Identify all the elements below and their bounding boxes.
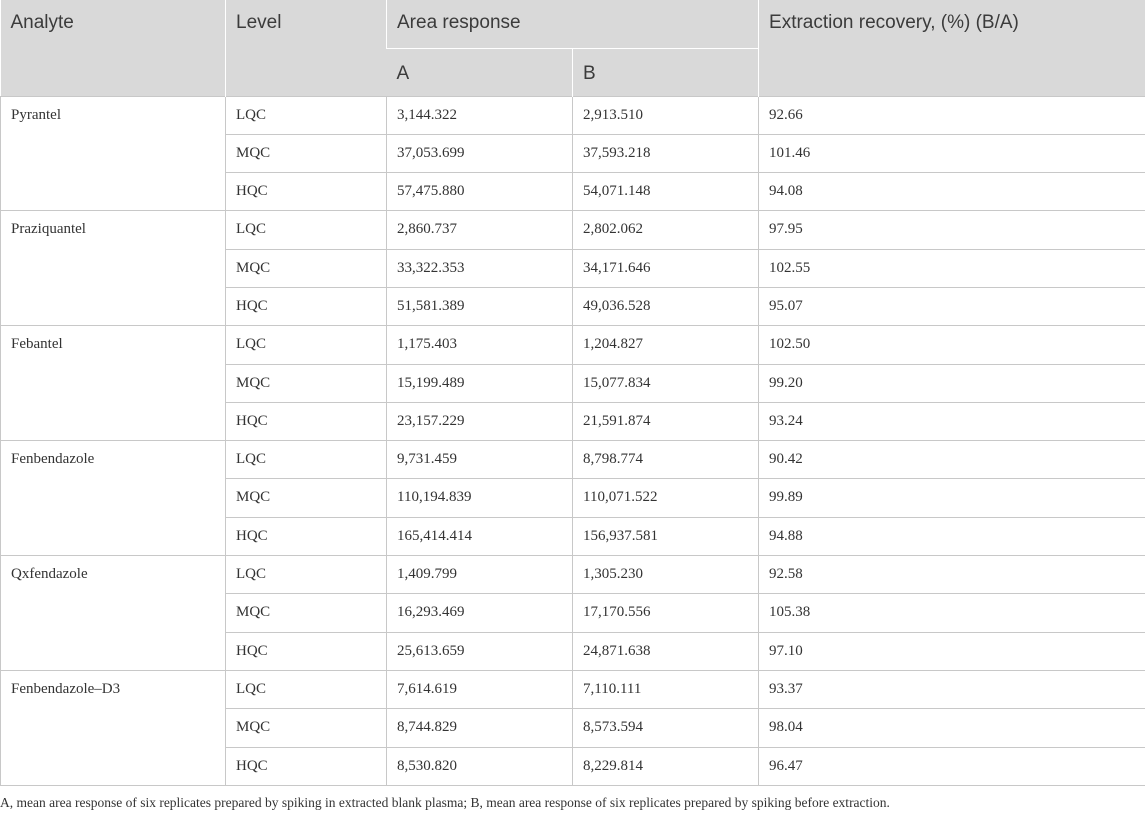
level-cell: MQC [226,134,387,172]
area-a-cell: 8,744.829 [387,709,573,747]
header-analyte: Analyte [1,0,226,96]
level-cell: LQC [226,670,387,708]
area-a-cell: 16,293.469 [387,594,573,632]
analyte-cell: Fenbendazole [1,441,226,556]
level-cell: LQC [226,211,387,249]
analyte-cell: Pyrantel [1,96,226,211]
analyte-cell: Febantel [1,326,226,441]
recovery-cell: 105.38 [759,594,1145,632]
recovery-cell: 94.88 [759,517,1145,555]
area-b-cell: 8,798.774 [573,441,759,479]
area-a-cell: 7,614.619 [387,670,573,708]
area-b-cell: 8,229.814 [573,747,759,785]
area-a-cell: 2,860.737 [387,211,573,249]
area-a-cell: 1,409.799 [387,556,573,594]
area-b-cell: 34,171.646 [573,249,759,287]
area-a-cell: 1,175.403 [387,326,573,364]
header-extraction-recovery: Extraction recovery, (%) (B/A) [759,0,1145,96]
recovery-cell: 90.42 [759,441,1145,479]
area-b-cell: 110,071.522 [573,479,759,517]
area-b-cell: 2,913.510 [573,96,759,134]
area-a-cell: 15,199.489 [387,364,573,402]
table-row [1,96,1145,134]
recovery-cell: 97.10 [759,632,1145,670]
header-area-response: Area response [387,0,759,48]
level-cell: LQC [226,556,387,594]
area-a-cell: 33,322.353 [387,249,573,287]
area-b-cell: 8,573.594 [573,709,759,747]
area-a-cell: 9,731.459 [387,441,573,479]
area-b-cell: 17,170.556 [573,594,759,632]
area-a-cell: 37,053.699 [387,134,573,172]
area-b-cell: 24,871.638 [573,632,759,670]
table-row [1,670,1145,708]
level-cell: HQC [226,173,387,211]
level-cell: MQC [226,479,387,517]
level-cell: LQC [226,441,387,479]
area-b-cell: 49,036.528 [573,287,759,325]
area-a-cell: 110,194.839 [387,479,573,517]
recovery-cell: 95.07 [759,287,1145,325]
recovery-cell: 92.58 [759,556,1145,594]
table-row [1,326,1145,364]
area-a-cell: 23,157.229 [387,402,573,440]
area-b-cell: 21,591.874 [573,402,759,440]
level-cell: LQC [226,96,387,134]
header-b: B [573,48,759,96]
level-cell: MQC [226,594,387,632]
recovery-cell: 99.20 [759,364,1145,402]
level-cell: MQC [226,709,387,747]
recovery-cell: 93.37 [759,670,1145,708]
recovery-cell: 98.04 [759,709,1145,747]
recovery-cell: 92.66 [759,96,1145,134]
table-body [1,96,1145,785]
analyte-cell: Fenbendazole–D3 [1,670,226,785]
table-footnote: A, mean area response of six replicates prepared by spiking in extracted blank plasma; B, mean area response of six replicates prepared by spiking before extraction. [0,795,890,810]
level-cell: HQC [226,747,387,785]
recovery-cell: 99.89 [759,479,1145,517]
area-b-cell: 54,071.148 [573,173,759,211]
level-cell: HQC [226,517,387,555]
table-row [1,556,1145,594]
recovery-cell: 96.47 [759,747,1145,785]
recovery-cell: 93.24 [759,402,1145,440]
area-b-cell: 37,593.218 [573,134,759,172]
area-a-cell: 165,414.414 [387,517,573,555]
recovery-cell: 97.95 [759,211,1145,249]
analyte-cell: Qxfendazole [1,556,226,671]
recovery-cell: 102.55 [759,249,1145,287]
table-row [1,441,1145,479]
area-b-cell: 1,204.827 [573,326,759,364]
area-b-cell: 7,110.111 [573,670,759,708]
level-cell: LQC [226,326,387,364]
area-b-cell: 1,305.230 [573,556,759,594]
level-cell: HQC [226,402,387,440]
recovery-cell: 101.46 [759,134,1145,172]
header-a: A [387,48,573,96]
level-cell: MQC [226,364,387,402]
level-cell: MQC [226,249,387,287]
area-a-cell: 51,581.389 [387,287,573,325]
area-a-cell: 25,613.659 [387,632,573,670]
level-cell: HQC [226,632,387,670]
recovery-cell: 94.08 [759,173,1145,211]
table-row [1,211,1145,249]
area-a-cell: 3,144.322 [387,96,573,134]
area-a-cell: 8,530.820 [387,747,573,785]
table-header [1,0,1145,96]
level-cell: HQC [226,287,387,325]
area-a-cell: 57,475.880 [387,173,573,211]
header-level: Level [226,0,387,96]
area-b-cell: 2,802.062 [573,211,759,249]
recovery-cell: 102.50 [759,326,1145,364]
area-b-cell: 15,077.834 [573,364,759,402]
analyte-cell: Praziquantel [1,211,226,326]
area-b-cell: 156,937.581 [573,517,759,555]
